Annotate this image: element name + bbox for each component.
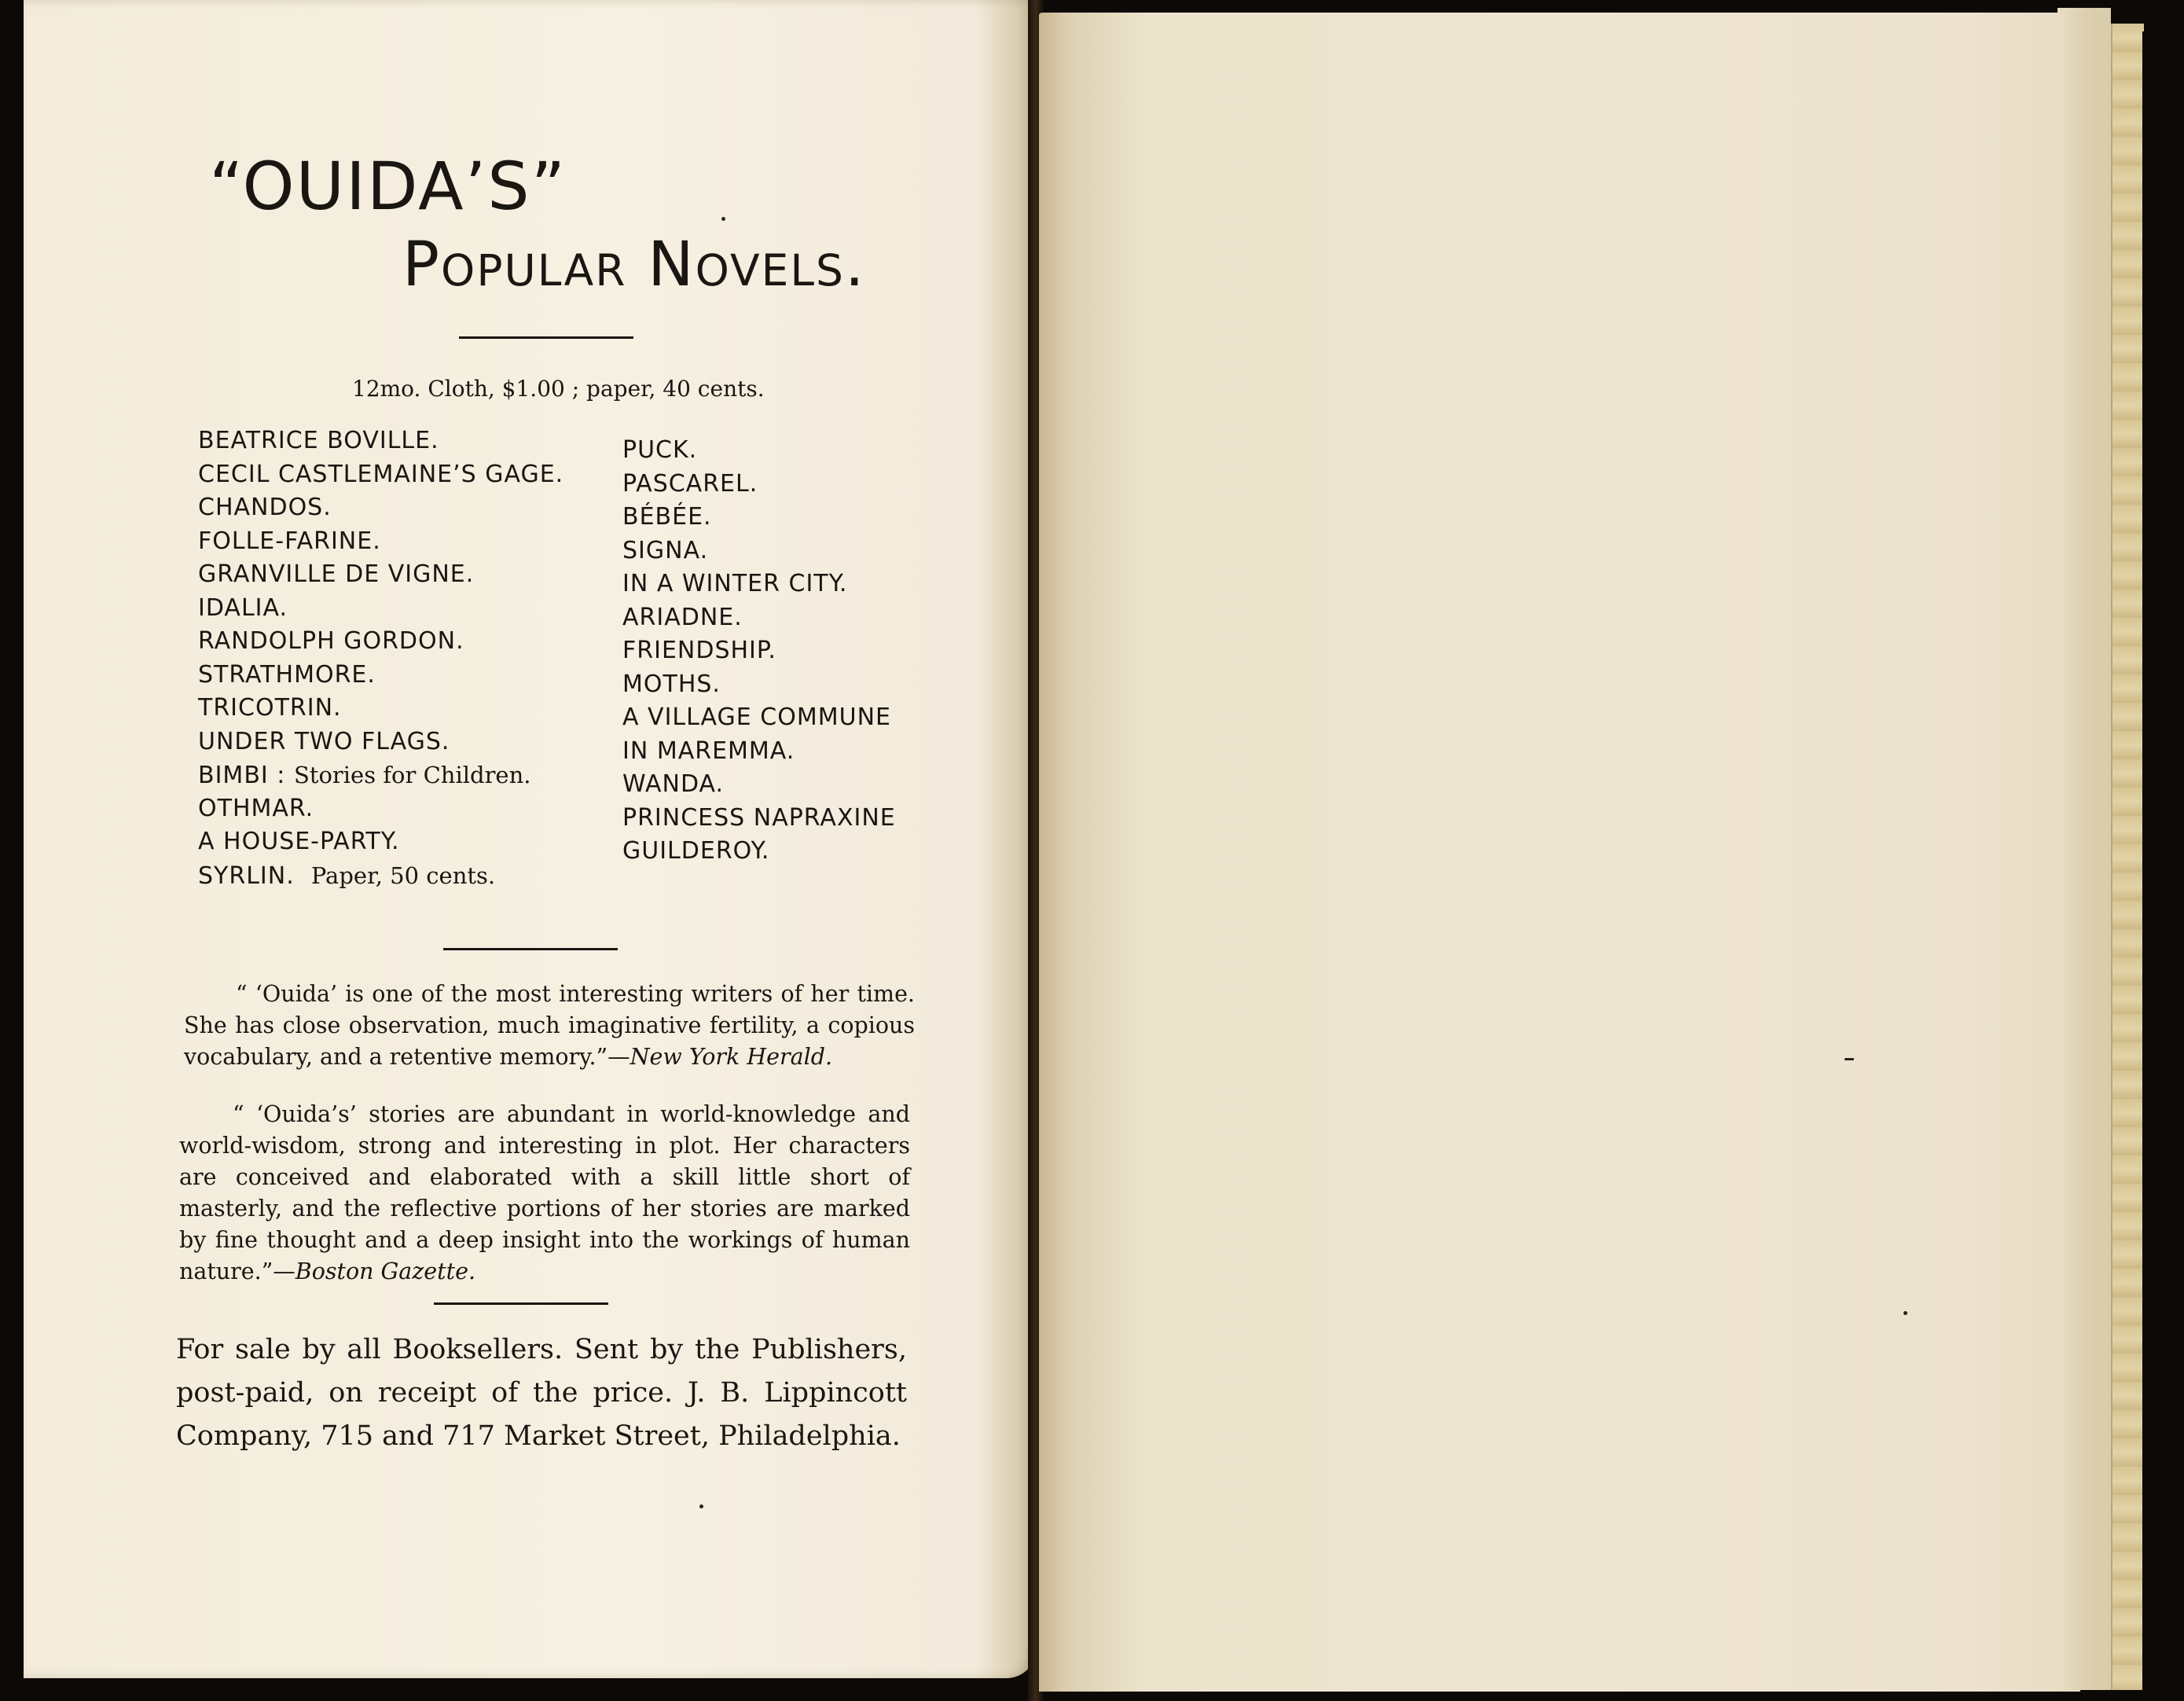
novel-title: CHANDOS. xyxy=(198,494,332,521)
list-item: PUCK. xyxy=(622,436,698,464)
list-item: PASCAREL. xyxy=(622,469,758,498)
list-item: A VILLAGE COMMUNE xyxy=(622,704,891,731)
list-item: FRIENDSHIP. xyxy=(622,637,776,664)
ink-speck xyxy=(699,1504,703,1508)
review-quote-herald xyxy=(184,979,915,1073)
list-item xyxy=(198,592,563,626)
ink-speck xyxy=(1903,1311,1907,1315)
ink-speck xyxy=(721,217,725,221)
list-item xyxy=(198,692,563,726)
cover-edge xyxy=(2111,24,2144,1690)
divider-rule-middle xyxy=(443,948,618,950)
novel-note: Stories for Children. xyxy=(293,762,531,788)
list-item xyxy=(198,458,563,492)
ink-speck xyxy=(1844,1058,1854,1060)
novel-title: SYRLIN. xyxy=(198,862,295,890)
list-item: WANDA. xyxy=(622,770,725,798)
list-item xyxy=(198,759,563,792)
list-item: IN A WINTER CITY. xyxy=(622,570,848,597)
list-item: GUILDEROY. xyxy=(622,837,770,865)
quote-source: Boston Gazette. xyxy=(295,1258,476,1284)
left-page xyxy=(24,0,1037,1678)
list-item xyxy=(198,859,563,893)
list-item xyxy=(198,491,563,525)
list-item xyxy=(198,659,563,693)
list-item xyxy=(198,825,563,859)
list-item: PRINCESS NAPRAXINE xyxy=(622,803,896,832)
list-item xyxy=(198,726,563,759)
novel-title: TRICOTRIN. xyxy=(198,694,342,722)
novel-title: RANDOLPH GORDON. xyxy=(198,627,464,655)
list-item xyxy=(198,558,563,592)
titles-list-right xyxy=(622,434,896,869)
novel-title: FOLLE-FARINE. xyxy=(198,527,381,555)
quote-text: “ ‘Ouida’s’ stories are abundant in world-knowledge and world-wisdom, strong and interesting in plot. Her characters are conceived and elaborated with a skill little short of masterly, and the reflective portions of her stories are marked by fine thought and a deep insight into the workings of human nature.”— xyxy=(179,1101,910,1284)
novel-title: GRANVILLE DE VIGNE. xyxy=(198,560,475,588)
list-item: BÉBÉE. xyxy=(622,503,712,531)
novel-title: BEATRICE BOVILLE. xyxy=(198,427,439,454)
novel-title: A HOUSE-PARTY. xyxy=(198,828,400,855)
list-item xyxy=(198,525,563,559)
list-item: SIGNA. xyxy=(622,536,709,564)
sale-notice: For sale by all Booksellers. Sent by the Publishers, post-paid, on receipt of the price. J. B. Lippincott Company, 715 and 717 Market Street, Philadelphia. xyxy=(176,1334,907,1452)
list-item xyxy=(198,424,563,458)
list-item: IN MAREMMA. xyxy=(622,737,795,765)
novel-title: UNDER TWO FLAGS. xyxy=(198,727,450,755)
divider-rule-bottom xyxy=(434,1302,608,1305)
quote-source: New York Herald. xyxy=(630,1044,833,1070)
novel-title: STRATHMORE. xyxy=(198,660,376,689)
quote-text: “ ‘Ouida’ is one of the most interesting writers of her time. She has close observation, much imaginative fertility, a copious vocabulary, and a retentive memory.”— xyxy=(184,981,915,1070)
page-stack-edge xyxy=(2057,8,2111,1690)
list-item: ARIADNE. xyxy=(622,603,743,631)
title-heading: Popular Novels. xyxy=(402,230,866,300)
novel-title: OTHMAR. xyxy=(198,794,314,822)
list-item xyxy=(198,792,563,826)
novel-title: BIMBI : xyxy=(198,762,286,789)
review-quote-gazette xyxy=(179,1099,910,1288)
price-line: 12mo. Cloth, $1.00 ; paper, 40 cents. xyxy=(352,376,765,402)
divider-rule-top xyxy=(459,336,633,339)
right-page-blank xyxy=(1039,13,2080,1692)
titles-list-left xyxy=(198,424,563,892)
title-author: “OUIDA’S” xyxy=(209,148,567,225)
novel-note: Paper, 50 cents. xyxy=(310,862,496,889)
novel-title: IDALIA. xyxy=(198,593,288,622)
list-item xyxy=(198,625,563,659)
novel-title: CECIL CASTLEMAINE’S GAGE. xyxy=(198,460,564,488)
background-edge xyxy=(2142,31,2184,1701)
list-item: MOTHS. xyxy=(622,670,721,698)
